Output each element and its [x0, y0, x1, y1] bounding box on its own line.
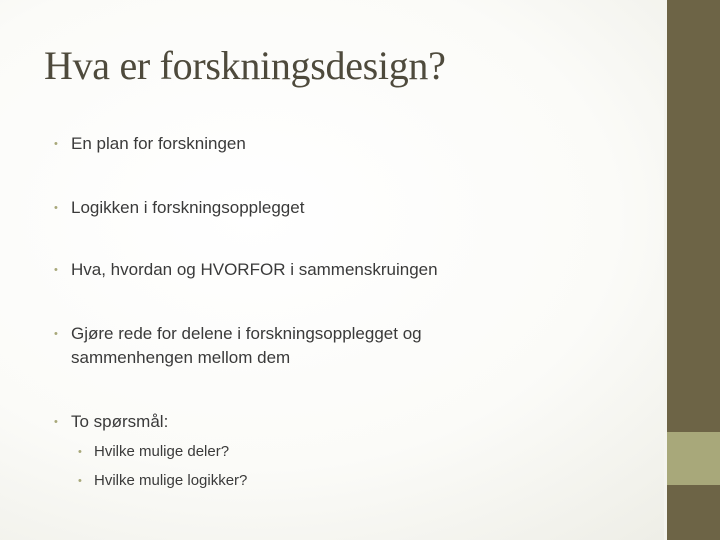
sub-bullet-text: Hvilke mulige deler?	[94, 443, 230, 460]
bullet-text: To spørsmål:	[71, 412, 169, 431]
bullet-dot-icon: •	[54, 264, 58, 276]
bullet-dot-icon: •	[78, 446, 82, 458]
bullet-text: Logikken i forskningsopplegget	[71, 198, 305, 217]
sub-bullet-text: Hvilke mulige logikker?	[94, 472, 248, 489]
bullet-dot-icon: •	[54, 416, 58, 428]
slide-title: Hva er forskningsdesign?	[44, 43, 446, 88]
bullet-text: Gjøre rede for delene i forskningsopplegget og sammenhengen mellom dem	[71, 324, 422, 367]
bullet-text: Hva, hvordan og HVORFOR i sammenskruingen	[71, 260, 438, 279]
sub-bullet-item	[78, 469, 678, 493]
bullet-dot-icon: •	[54, 202, 58, 214]
bullet-dot-icon: •	[54, 138, 58, 150]
bullet-dot-icon: •	[54, 328, 58, 340]
bullet-item	[54, 258, 654, 282]
bullet-dot-icon: •	[78, 475, 82, 487]
bullet-item	[54, 322, 514, 370]
bullet-item	[54, 132, 654, 156]
sub-bullet-item	[78, 440, 678, 464]
bullet-text: En plan for forskningen	[71, 134, 246, 153]
bullet-item	[54, 196, 654, 220]
bullet-item	[54, 410, 654, 434]
